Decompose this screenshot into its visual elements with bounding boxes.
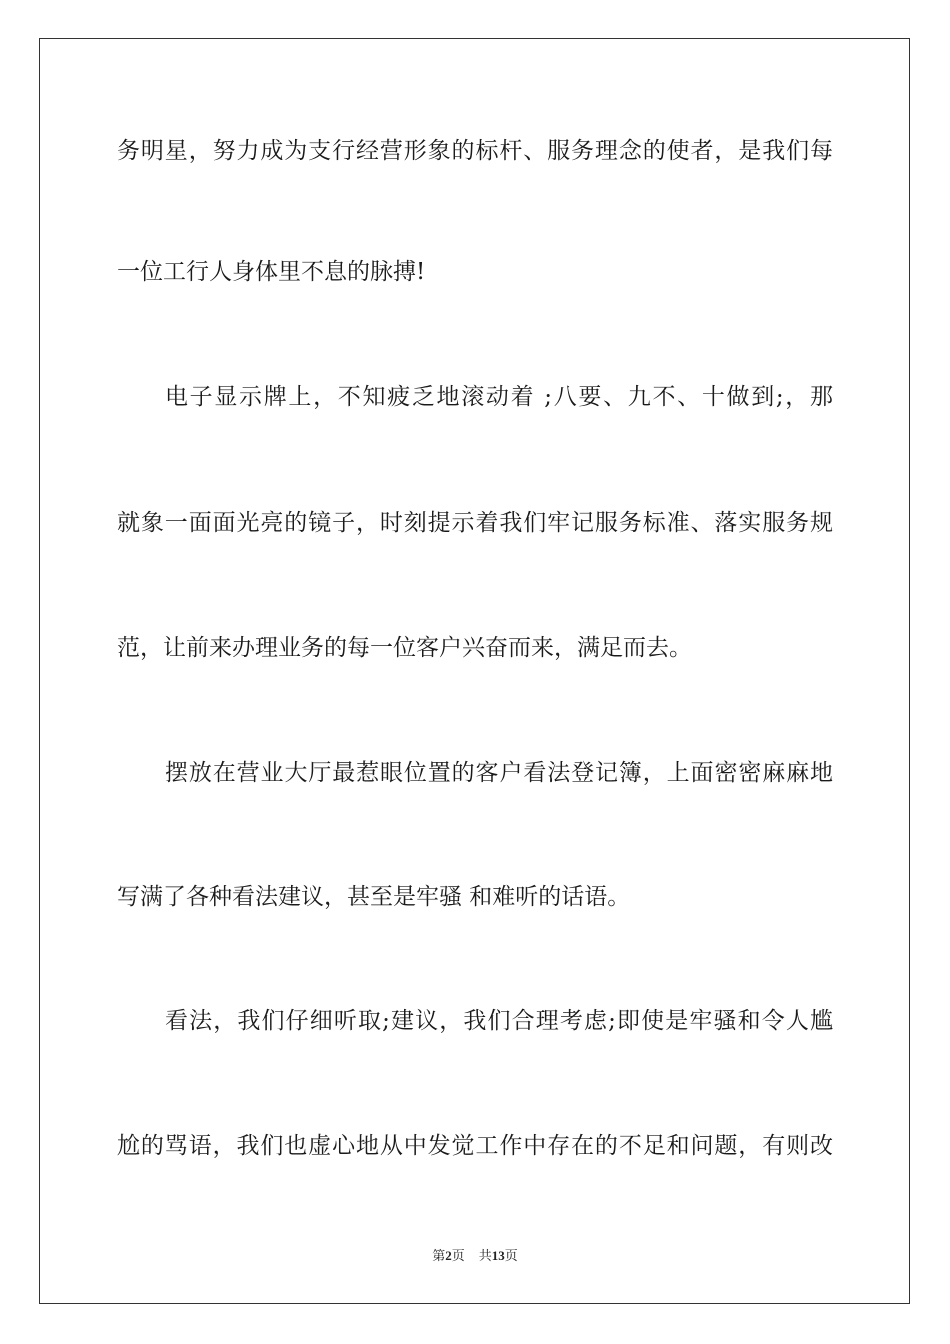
text-line-9: 尬的骂语，我们也虚心地从中发觉工作中存在的不足和问题，有则改: [117, 1133, 833, 1159]
text-line-6: 摆放在营业大厅最惹眼位置的客户看法登记簿，上面密密麻麻地: [165, 760, 833, 786]
text-line-8: 看法，我们仔细听取;建议，我们合理考虑;即使是牢骚和令人尴: [165, 1008, 833, 1034]
total-pages: 13: [491, 1248, 505, 1263]
text-line-5: 范，让前来办理业务的每一位客户兴奋而来，满足而去。: [117, 635, 692, 661]
page-number: 2: [445, 1248, 452, 1263]
text-line-1: 务明星，努力成为支行经营形象的标杆、服务理念的使者，是我们每: [117, 138, 833, 164]
text-line-3: 电子显示牌上，不知疲乏地滚动着 ;八要、九不、十做到;，那: [165, 384, 833, 410]
text-line-7: 写满了各种看法建议，甚至是牢骚 和难听的话语。: [117, 884, 631, 910]
text-line-2: 一位工行人身体里不息的脉搏!: [117, 259, 426, 285]
page-suffix: 页: [451, 1249, 465, 1264]
page-prefix: 第: [432, 1249, 446, 1264]
text-line-4: 就象一面面光亮的镜子，时刻提示着我们牢记服务标准、落实服务规: [117, 510, 833, 536]
page-footer: [0, 1247, 950, 1266]
page-border: [39, 38, 910, 1304]
total-suffix: 页: [504, 1249, 518, 1264]
total-prefix: 共: [478, 1249, 492, 1264]
